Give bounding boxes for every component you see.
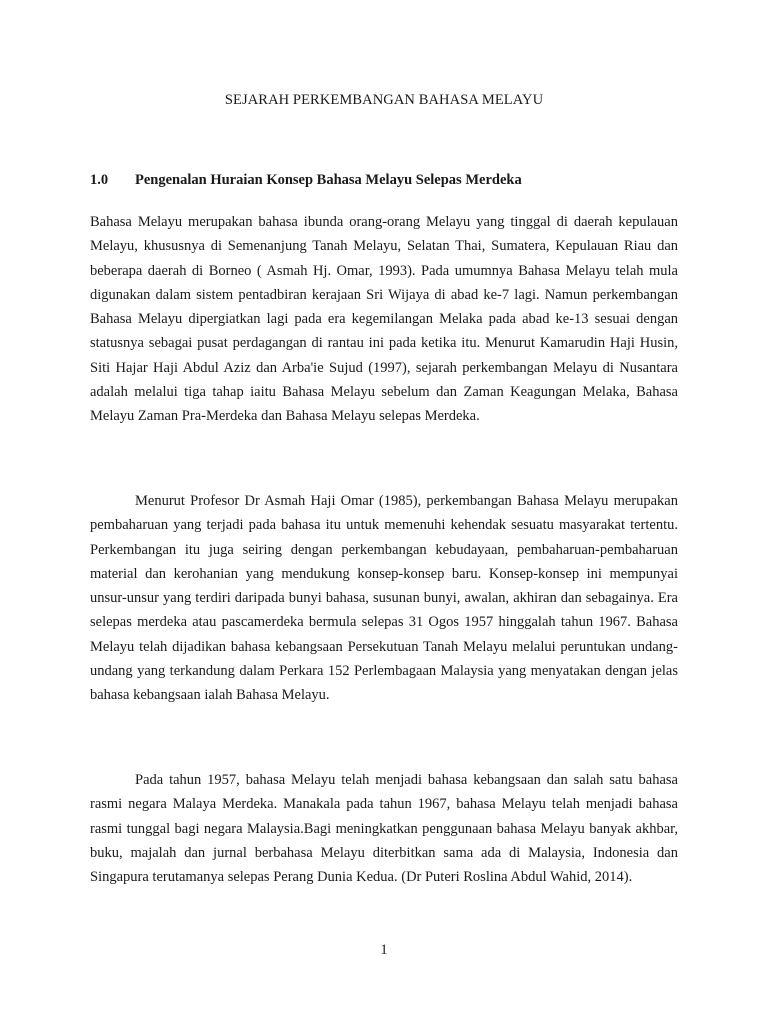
section-heading-text: Pengenalan Huraian Konsep Bahasa Melayu Selepas Merdeka bbox=[135, 172, 522, 188]
paragraph-1: Bahasa Melayu merupakan bahasa ibunda orang-orang Melayu yang tinggal di daerah kepulauan Melayu, khususnya di Semenanjung Tanah Melayu, Selatan Thai, Sumatera, Kepulauan Riau dan beberapa daerah di Borneo ( Asmah Hj. Omar, 1993). Pada umumnya Bahasa Melayu telah mula digunakan dalam sistem pentadbiran kerajaan Sri Wijaya di abad ke-7 lagi. Namun perkembangan Bahasa Melayu dipergiatkan lagi pada era kegemilangan Melaka pada abad ke-13 sesuai dengan statusnya sebagai pusat perdagangan di rantau ini pada ketika itu. Menurut Kamarudin Haji Husin, Siti Hajar Haji Abdul Aziz dan Arba'ie Sujud (1997), sejarah perkembangan Melayu di Nusantara adalah melalui tiga tahap iaitu Bahasa Melayu sebelum dan Zaman Keagungan Melaka, Bahasa Melayu Zaman Pra-Merdeka dan Bahasa Melayu selepas Merdeka. bbox=[90, 214, 678, 425]
page-number: 1 bbox=[380, 942, 388, 958]
paragraph-3: Pada tahun 1957, bahasa Melayu telah menjadi bahasa kebangsaan dan salah satu bahasa rasmi negara Malaya Merdeka. Manakala pada tahun 1967, bahasa Melayu telah menjadi bahasa rasmi tunggal bagi negara Malaysia.Bagi meningkatkan penggunaan bahasa Melayu banyak akhbar, buku, majalah dan jurnal berbahasa Melayu diterbitkan sama ada di Malaysia, Indonesia dan Singapura terutamanya selepas Perang Dunia Kedua. (Dr Puteri Roslina Abdul Wahid, 2014). bbox=[90, 772, 678, 886]
document-title: SEJARAH PERKEMBANGAN BAHASA MELAYU bbox=[224, 92, 544, 108]
paragraph-2: Menurut Profesor Dr Asmah Haji Omar (1985), perkembangan Bahasa Melayu merupakan pembaharuan yang terjadi pada bahasa itu untuk memenuhi kehendak sesuatu masyarakat tertentu. Perkembangan itu juga seiring dengan perkembangan kebudayaan, pembaharuan-pembaharuan material dan kerohanian yang mendukung konsep-konsep baru. Konsep-konsep ini mempunyai unsur-unsur yang terdiri daripada bunyi bahasa, susunan bunyi, awalan, akhiran dan sebagainya. Era selepas merdeka atau pascamerdeka bermula selepas 31 Ogos 1957 hinggalah tahun 1967. Bahasa Melayu telah dijadikan bahasa kebangsaan Persekutuan Tanah Melayu melalui peruntukan undang-undang yang terkandung dalam Perkara 152 Perlembagaan Malaysia yang menyatakan dengan jelas bahasa kebangsaan ialah Bahasa Melayu. bbox=[90, 493, 678, 704]
section-number: 1.0 bbox=[90, 172, 109, 188]
section-heading bbox=[90, 172, 522, 189]
